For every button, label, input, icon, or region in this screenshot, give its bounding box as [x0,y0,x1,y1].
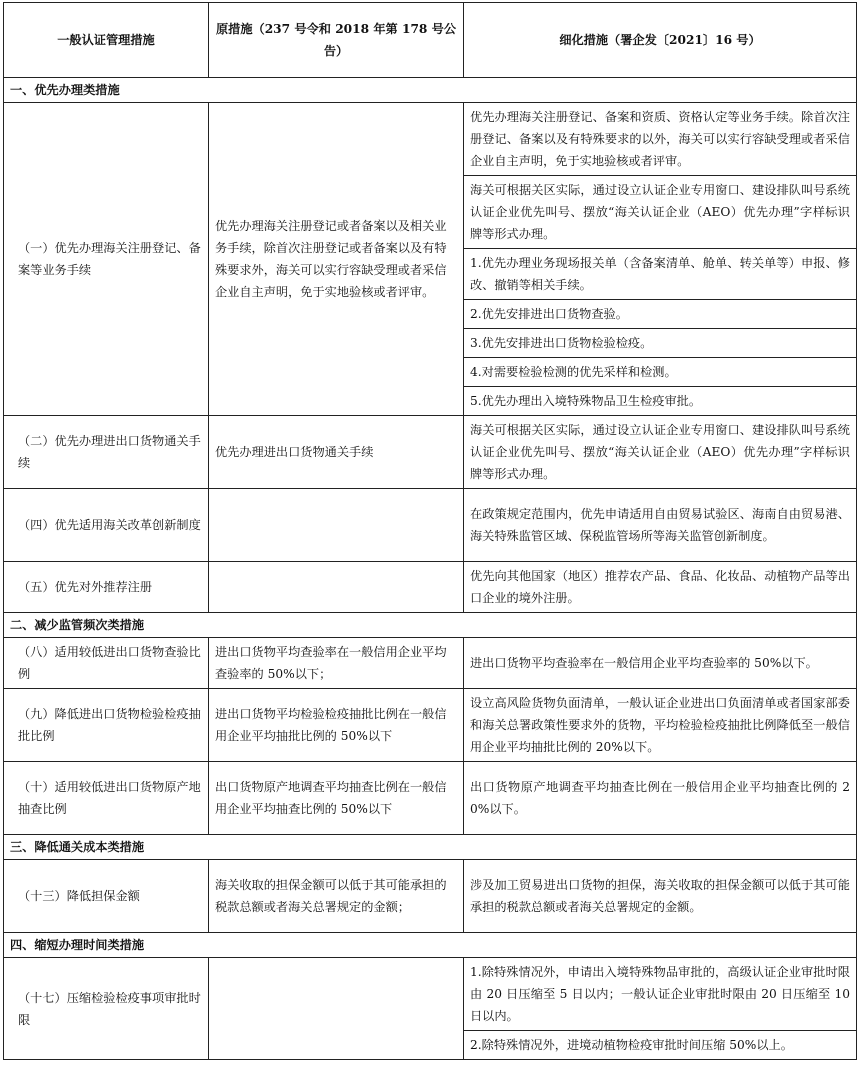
original-cell [209,958,464,1060]
table-row [4,762,857,835]
detail-cell: 设立高风险货物负面清单，一般认证企业进出口负面清单或者国家部委和海关总署政策性要求外的货物，平均检验检疫抽批比例降低至一般信用企业平均抽批比例的 20%以下。 [464,689,857,762]
detail-cell: 涉及加工贸易进出口货物的担保，海关收取的担保金额可以低于其可能承担的税款总额或者海关总署规定的金额。 [464,860,857,933]
section-title: 三、降低通关成本类措施 [4,835,857,860]
original-cell: 出口货物原产地调查平均抽查比例在一般信用企业平均抽查比例的 50%以下 [209,762,464,835]
section-row [4,835,857,860]
measure-cell: （四）优先适用海关改革创新制度 [4,489,209,562]
original-cell [209,489,464,562]
detail-cell: 2.除特殊情况外，进境动植物检疫审批时间压缩 50%以上。 [464,1031,857,1060]
detail-cell: 在政策规定范围内，优先申请适用自由贸易试验区、海南自由贸易港、海关特殊监管区域、保税监管场所等海关监管创新制度。 [464,489,857,562]
section-title: 一、优先办理类措施 [4,78,857,103]
section-row [4,933,857,958]
detail-cell: 1.除特殊情况外，申请出入境特殊物品审批的，高级认证企业审批时限由 20 日压缩至 5 日以内；一般认证企业审批时限由 20 日压缩至 10 日以内。 [464,958,857,1031]
header-measure: 一般认证管理措施 [4,3,209,78]
measures-table [3,2,857,1060]
section-title: 四、缩短办理时间类措施 [4,933,857,958]
table-row [4,958,857,1031]
measure-cell: （二）优先办理进出口货物通关手续 [4,416,209,489]
table-row [4,860,857,933]
measure-cell: （一）优先办理海关注册登记、备案等业务手续 [4,103,209,416]
original-cell [209,562,464,613]
detail-cell: 3.优先安排进出口货物检验检疫。 [464,329,857,358]
measure-cell: （十三）降低担保金额 [4,860,209,933]
table-row [4,562,857,613]
measure-cell: （五）优先对外推荐注册 [4,562,209,613]
detail-cell: 海关可根据关区实际，通过设立认证企业专用窗口、建设排队叫号系统认证企业优先叫号、摆放“海关认证企业（AEO）优先办理”字样标识牌等形式办理。 [464,416,857,489]
detail-cell: 出口货物原产地调查平均抽查比例在一般信用企业平均抽查比例的 20%以下。 [464,762,857,835]
original-cell: 进出口货物平均检验检疫抽批比例在一般信用企业平均抽批比例的 50%以下 [209,689,464,762]
section-row [4,78,857,103]
measure-cell: （九）降低进出口货物检验检疫抽批比例 [4,689,209,762]
section-title: 二、减少监管频次类措施 [4,613,857,638]
detail-cell: 优先办理海关注册登记、备案和资质、资格认定等业务手续。除首次注册登记、备案以及有特殊要求的以外，海关可以实行容缺受理或者采信企业自主声明，免于实地验核或者评审。 [464,103,857,176]
measure-cell: （八）适用较低进出口货物查验比例 [4,638,209,689]
detail-cell: 4.对需要检验检测的优先采样和检测。 [464,358,857,387]
detail-cell: 5.优先办理出入境特殊物品卫生检疫审批。 [464,387,857,416]
table-row [4,416,857,489]
header-original: 原措施（237 号令和 2018 年第 178 号公告） [209,3,464,78]
header-detailed: 细化措施（署企发〔2021〕16 号） [464,3,857,78]
original-cell: 海关收取的担保金额可以低于其可能承担的税款总额或者海关总署规定的金额； [209,860,464,933]
measure-cell: （十七）压缩检验检疫事项审批时限 [4,958,209,1060]
original-cell: 优先办理海关注册登记或者备案以及相关业务手续，除首次注册登记或者备案以及有特殊要求外，海关可以实行容缺受理或者采信企业自主声明，免于实地验核或者评审。 [209,103,464,416]
header-row [4,3,857,78]
detail-cell: 2.优先安排进出口货物查验。 [464,300,857,329]
table-row [4,103,857,176]
detail-cell: 海关可根据关区实际，通过设立认证企业专用窗口、建设排队叫号系统认证企业优先叫号、摆放“海关认证企业（AEO）优先办理”字样标识牌等形式办理。 [464,176,857,249]
table-row [4,689,857,762]
original-cell: 优先办理进出口货物通关手续 [209,416,464,489]
table-row [4,638,857,689]
detail-cell: 优先向其他国家（地区）推荐农产品、食品、化妆品、动植物产品等出口企业的境外注册。 [464,562,857,613]
measure-cell: （十）适用较低进出口货物原产地抽查比例 [4,762,209,835]
detail-cell: 1.优先办理业务现场报关单（含备案清单、舱单、转关单等）申报、修改、撤销等相关手续。 [464,249,857,300]
original-cell: 进出口货物平均查验率在一般信用企业平均查验率的 50%以下； [209,638,464,689]
detail-cell: 进出口货物平均查验率在一般信用企业平均查验率的 50%以下。 [464,638,857,689]
table-row [4,489,857,562]
section-row [4,613,857,638]
